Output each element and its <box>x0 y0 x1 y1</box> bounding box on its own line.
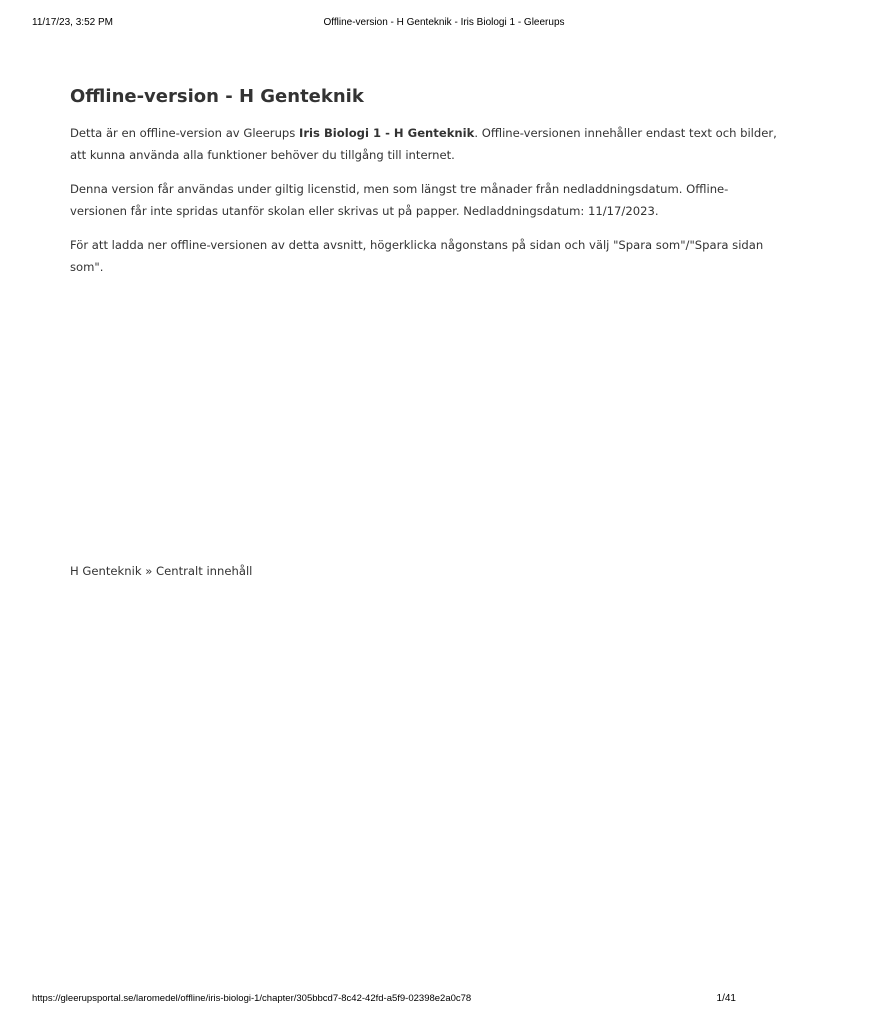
save-instructions-line-1: För att ladda ner offline-versionen av detta avsnitt, högerklicka någonstans på sidan och välj "Spara som"/"Spara sidan <box>70 238 764 252</box>
intro-line-2: att kunna använda alla funktioner behöver du tillgång till internet. <box>70 148 455 162</box>
intro-text-after: . Offline-versionen innehåller endast text och bilder, <box>474 126 777 140</box>
intro-line-1 <box>70 122 777 144</box>
print-header-title: Offline-version - H Genteknik - Iris Biologi 1 - Gleerups <box>323 17 565 28</box>
save-instructions-line-2: som". <box>70 260 104 274</box>
page-title: Offline-version - H Genteknik <box>70 86 364 107</box>
intro-paragraph <box>70 122 777 166</box>
print-footer-url: https://gleerupsportal.se/laromedel/offline/iris-biologi-1/chapter/305bbcd7-8c42-42fd-a5f9-02398e2a0c78 <box>32 993 472 1004</box>
print-footer-page-number: 1/41 <box>716 993 736 1004</box>
main-content <box>70 84 777 290</box>
license-line-2: versionen får inte spridas utanför skolan eller skrivas ut på papper. Nedladdningsdatum: 11/17/2023. <box>70 204 659 218</box>
license-paragraph <box>70 178 734 222</box>
print-header-datetime: 11/17/23, 3:52 PM <box>32 17 113 28</box>
save-instructions-paragraph <box>70 234 764 278</box>
license-line-1: Denna version får användas under giltig licenstid, men som längst tre månader från nedladdningsdatum. Offline- <box>70 182 729 196</box>
book-title: Iris Biologi 1 - H Genteknik <box>299 126 475 140</box>
breadcrumb[interactable]: H Genteknik » Centralt innehåll <box>70 564 253 578</box>
intro-text-before: Detta är en offline-version av Gleerups <box>70 126 300 140</box>
